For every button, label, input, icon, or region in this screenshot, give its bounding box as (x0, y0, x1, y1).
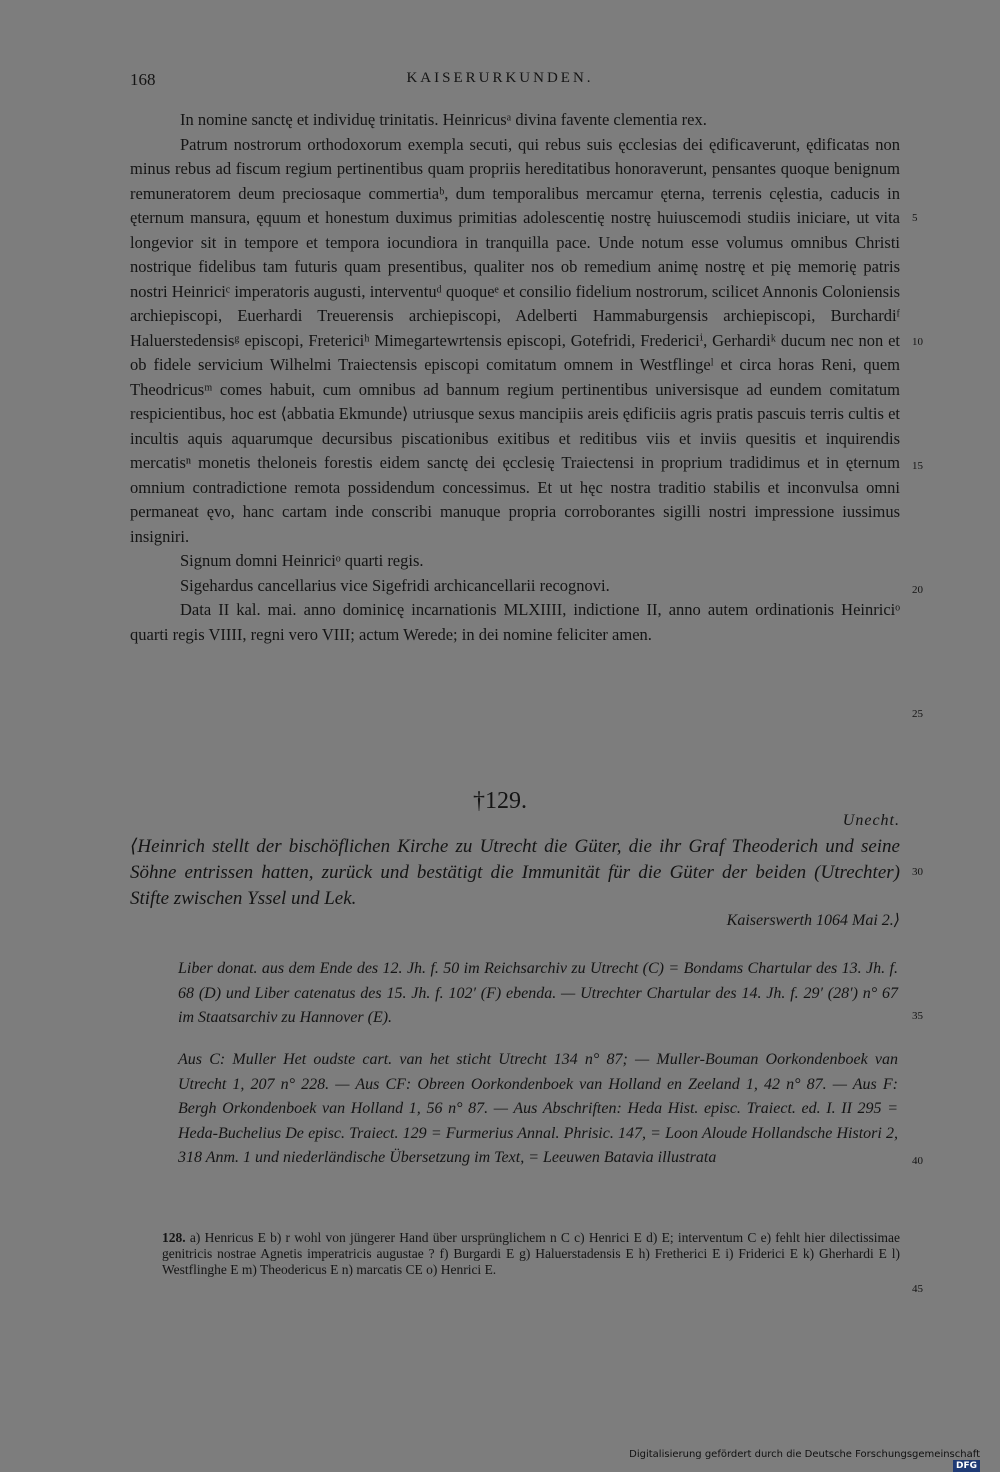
footnote-label: 128. (162, 1230, 186, 1245)
footnote-text: a) Henricus E b) r wohl von jüngerer Hand über ursprünglichem n C c) Henrici E d) E; interventum C e) fehlt hier dilectissimae genitricis nostrae Agnetis imperatricis augustae ? f) Burgardi E g) Haluerstadensis E h) Fretherici E i) Friderici E k) Gherhardi E l) Westflinghe E m) Theodericus E n) marcatis CE o) Henrici E. (162, 1230, 900, 1277)
line-number: 5 (912, 212, 918, 224)
place-date: Kaiserswerth 1064 Mai 2.⟩ (726, 912, 900, 929)
charter-main-text: Patrum nostrorum orthodoxorum exempla secuti, qui rebus suis ęcclesias dei ędificaverunt, ędificatas non minus rebus ad fiscum regium pertinentibus quam propriis hereditatibus honoraverunt, pensantes quoque benignum remuneratorem deum preciosaque commertiaᵇ, dum temporalibus mercamur ęterna, terrenis cęlestia, caducis in ęternum mansura, ęquum et honestum duximus primitias adolescentię nostrę huiuscemodi studiis iniciare, ut vita longevior sit in tempore et tempora iocundiora in tranquilla pace. Unde notum esse volumus omnibus Christi nostrique fidelibus tam futuris quam presentibus, qualiter nos ob remedium animę nostrę et pię memorię patris nostri Heinriciᶜ imperatoris augusti, interventuᵈ quoqueᵉ et consilio fidelium nostrorum, scilicet Annonis Coloniensis archiepiscopi, Euerhardi Treuerensis archiepiscopi, Adelberti Hammaburgensis archiepiscopi, Burchardiᶠ Haluerstedensisᵍ episcopi, Fretericiʰ Mimegartewrtensis episcopi, Gotefridi, Fredericiⁱ, Gerhardiᵏ ducum nec non et ob fidele servicium Wilhelmi Traiectensis episcopi comitatum omnem in Westflingeˡ et circa horas Reni, quem Theodricusᵐ comes habuit, cum omnibus ad bannum regium pertinentibus universisque ad eundem comitatum respicientibus, hoc est ⟨abbatia Ekmunde⟩ utriusque sexus mancipiis areis ędificiis agris pratis pascuis terris cultis et incultis aquis aquarumque decursibus piscationibus exitibus et reditibus viis et inviis quesitis et inquirendis mercatisⁿ monetis theloneis forestis eidem sanctę dei ęcclesię Traiectensi in proprium tradidimus et in ęternum omnium contradictione remota possidendum concessimus. Et ut hęc nostra traditio stabilis et inconvulsa omni permaneat ęvo, hanc cartam inde conscribi manuque propria corroborantes sigilli nostri impressione iussimus insigniri. (130, 134, 900, 546)
line-number: 20 (912, 584, 923, 596)
editions-list: Aus C: Muller Het oudste cart. van het sticht Utrecht 134 n° 87; — Muller-Bouman Oorkondenboek van Utrecht 1, 207 n° 228. — Aus CF: Obreen Oorkondenboek van Holland en Zeeland 1, 42 n° 87. — Aus F: Bergh Orkondenboek van Holland 1, 56 n° 87. — Aus Abschriften: Heda Hist. episc. Traiect. ed. I. II 295 = Heda-Buchelius De episc. Traiect. 129 = Furmerius Annal. Phrisic. 147, = Loon Aloude Hollandsche Histori 2, 318 Anm. 1 und niederländische Übersetzung im Text, = Leeuwen Batavia illustrata (178, 1051, 898, 1166)
line-number: 45 (912, 1283, 923, 1295)
credit-text: Digitalisierung gefördert durch die Deutsche Forschungsgemeinschaft (629, 1449, 980, 1460)
manuscript-tradition: Liber donat. aus dem Ende des 12. Jh. f. 50 im Reichsarchiv zu Utrecht (C) = Bondams Chartular des 13. Jh. f. 68 (D) und Liber catenatus des 15. Jh. f. 102′ (F) ebenda. — Utrechter Chartular des 14. Jh. f. 29′ (28′) n° 67 im Staatsarchiv zu Hannover (E). (178, 960, 898, 1026)
line-number: 30 (912, 866, 923, 878)
document-number: †129. (473, 788, 527, 814)
regest: ⟨Heinrich stellt der bischöflichen Kirche zu Utrecht die Güter, die ihr Graf Theoderich und seine Söhne entrissen hatten, zurück und bestätigt die Immunität für die Güter der beiden (Utrechter) Stifte zwischen Yssel und Lek. (130, 836, 900, 909)
dfg-logo: DFG (953, 1460, 980, 1472)
footnotes (162, 1230, 900, 1278)
line-number: 40 (912, 1155, 923, 1167)
charter-text (130, 108, 900, 647)
page-number: 168 (130, 70, 156, 89)
running-title: KAISERURKUNDEN. (406, 70, 594, 86)
line-number: 10 (912, 336, 923, 348)
line-number: 25 (912, 708, 923, 720)
invocation: In nomine sanctę et individuę trinitatis. Heinricusᵃ divina favente clementia rex. (180, 110, 707, 129)
digitization-credit (600, 1449, 980, 1472)
line-number: 35 (912, 1010, 923, 1022)
authenticity-note: Unecht. (842, 812, 900, 829)
dating-clause: Data II kal. mai. anno dominicę incarnationis MLXIIII, indictione II, anno autem ordinationis Heinriciᵒ quarti regis VIIII, regni vero VIII; actum Werede; in dei nomine feliciter amen. (130, 600, 900, 644)
signum-line: Signum domni Heinriciᵒ quarti regis. (180, 551, 424, 570)
recognition-line: Sigehardus cancellarius vice Sigefridi archicancellarii recognovi. (180, 575, 610, 595)
line-number: 15 (912, 460, 923, 472)
